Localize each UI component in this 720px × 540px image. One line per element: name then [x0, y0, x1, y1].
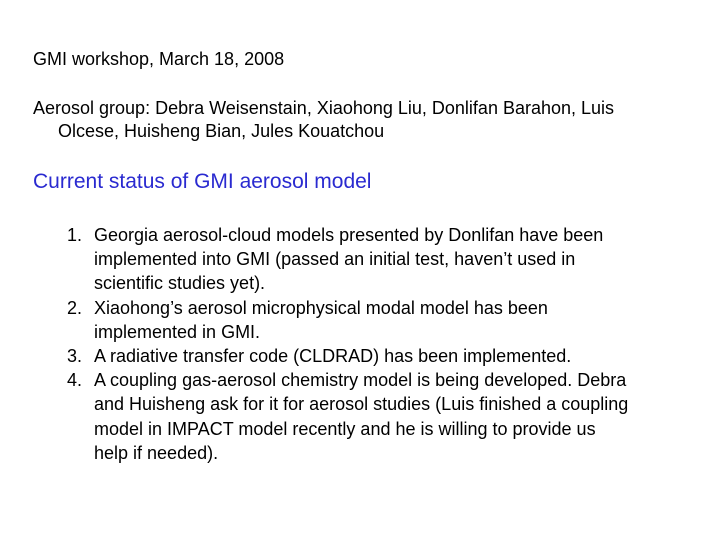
status-item-line: implemented in GMI.	[94, 321, 261, 342]
status-item-1	[0, 223, 720, 296]
status-item-line: A radiative transfer code (CLDRAD) has been implemented.	[94, 346, 572, 367]
status-item-number: 1.	[67, 225, 83, 245]
status-item-line: help if needed).	[94, 442, 219, 463]
status-item-3	[0, 344, 720, 368]
status-item-line: A coupling gas-aerosol chemistry model is being developed. Debra	[94, 370, 627, 391]
status-item-text	[94, 296, 699, 344]
status-item-line: implemented into GMI (passed an initial test, haven’t used in	[94, 249, 576, 270]
aerosol-group-line-2: Olcese, Huisheng Bian, Jules Kouatchou	[58, 121, 385, 141]
aerosol-group-line-1: Aerosol group: Debra Weisenstain, Xiaohong Liu, Donlifan Barahon, Luis	[33, 98, 615, 118]
status-item-text	[94, 368, 699, 465]
status-item-line: model in IMPACT model recently and he is willing to provide us	[94, 418, 596, 439]
status-item-2	[0, 296, 720, 344]
status-item-number: 4.	[67, 370, 83, 391]
section-heading: Current status of GMI aerosol model	[33, 170, 372, 193]
status-item-4	[0, 368, 720, 465]
status-item-line: Xiaohong’s aerosol microphysical modal model has been	[94, 297, 548, 318]
status-item-line: Georgia aerosol-cloud models presented by Donlifan have been	[94, 225, 604, 245]
status-item-text	[94, 223, 699, 296]
status-item-line: scientific studies yet).	[94, 273, 266, 294]
workshop-title: GMI workshop, March 18, 2008	[33, 49, 285, 69]
status-item-number: 2.	[67, 297, 83, 318]
status-item-text	[94, 344, 699, 368]
status-list	[0, 223, 720, 465]
status-item-number: 3.	[67, 346, 83, 367]
status-item-line: and Huisheng ask for it for aerosol studies (Luis finished a coupling	[94, 394, 629, 415]
